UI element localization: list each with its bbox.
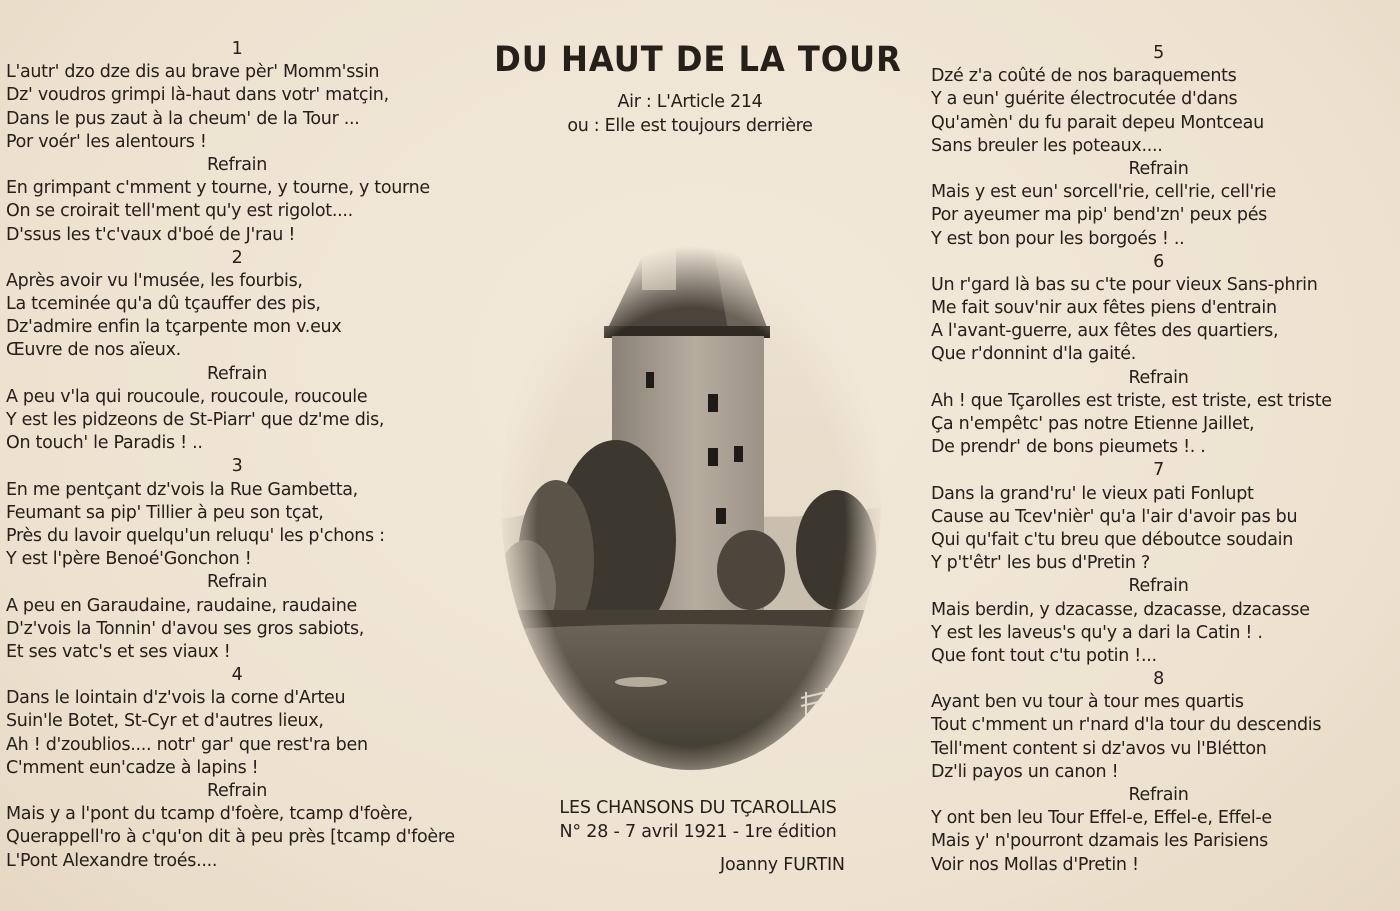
lyric-line: Y ont ben leu Tour Effel-e, Effel-e, Effel-e [931, 808, 1272, 829]
air-line-1: Air : L'Article 214 [617, 92, 763, 112]
verse-number: 1 [231, 39, 243, 59]
lyric-line: Mais y a l'pont du tcamp d'foère, tcamp d'foère, [6, 804, 413, 825]
lyric-line: Y p't'êtr' les bus d'Pretin ? [931, 553, 1150, 574]
lyric-line: Dz'li payos un canon ! [931, 761, 1119, 782]
verse-number: 5 [1153, 43, 1164, 63]
lyric-line: Y a eun' guérite électrocutée d'dans [931, 89, 1238, 110]
lyric-line: A l'avant-guerre, aux fêtes des quartiers, [931, 321, 1279, 342]
air-info [470, 90, 910, 138]
lyric-line: Por ayeumer ma pip' bend'zn' peux pés [931, 205, 1268, 226]
lyric-line: Dans le lointain d'z'vois la corne d'Arteu [6, 688, 346, 709]
footer-info [470, 796, 926, 844]
lyric-line: Sans breuler les poteaux.... [931, 135, 1163, 156]
lyric-line: Ayant ben vu tour à tour mes quartis [931, 692, 1244, 713]
lyric-line: Près du lavoir quelqu'un reluqu' les p'chons : [6, 525, 385, 546]
lyric-line: Et ses vatc's et ses viaux ! [6, 641, 231, 662]
left-lyrics-column [6, 38, 476, 873]
lyric-line: Dans la grand'ru' le vieux pati Fonlupt [931, 483, 1254, 504]
lyric-line: Ça n'empêtc' pas notre Etienne Jaillet, [931, 414, 1255, 434]
lyric-line: A peu en Garaudaine, raudaine, raudaine [6, 595, 358, 616]
lyric-line: L'Pont Alexandre troés.... [6, 850, 218, 871]
lyric-line: D'ssus les t'c'vaux d'boé de J'rau ! [6, 224, 296, 245]
refrain-heading: Refrain [206, 363, 268, 384]
lyric-line: En me pentçant dz'vois la Rue Gambetta, [6, 479, 358, 500]
refrain-heading: Refrain [1128, 158, 1189, 179]
lyric-line: La tceminée qu'a dû tçauffer des pis, [6, 294, 321, 315]
lyric-line: D'z'vois la Tonnin' d'avou ses gros sabiots, [6, 618, 365, 639]
lyric-line: Y est bon pour les borgoés ! .. [931, 228, 1185, 249]
lyric-line: Que font tout c'tu potin !... [931, 645, 1157, 666]
refrain-heading: Refrain [206, 154, 268, 175]
lyric-line: Ah ! que Tçarolles est triste, est triste, est triste [931, 390, 1332, 411]
lyric-line: C'mment eun'cadze à lapins ! [6, 757, 259, 778]
author-name: Joanny FURTIN [720, 855, 845, 875]
lyric-line: Cause au Tcev'nièr' qu'a l'air d'avoir pas bu [931, 506, 1298, 527]
lyric-line: Voir nos Mollas d'Pretin ! [931, 854, 1139, 875]
lyric-line: Qu'amèn' du fu parait depeu Montceau [931, 112, 1264, 133]
lyric-line: Feumant sa pip' Tillier à peu son tçat, [6, 502, 324, 523]
lyric-line: Por voér' les alentours ! [6, 131, 207, 152]
lyric-line: A peu v'la qui roucoule, roucoule, roucoule [6, 386, 368, 407]
tower-photograph [496, 140, 886, 770]
lyric-line: On touch' le Paradis ! .. [6, 433, 203, 454]
lyric-line: Après avoir vu l'musée, les fourbis, [6, 270, 303, 291]
lyric-line: Dz' voudros grimpi là-haut dans votr' matçin, [6, 85, 389, 106]
lyric-line: Un r'gard là bas su c'te pour vieux Sans-phrin [931, 274, 1318, 295]
lyric-line: Y est les laveus's qu'y a dari la Catin ! . [931, 622, 1263, 643]
verse-number: 6 [1153, 251, 1164, 272]
lyric-line: Mais berdin, y dzacasse, dzacasse, dzacasse [931, 599, 1310, 620]
refrain-heading: Refrain [206, 781, 268, 801]
lyric-line: Qui qu'fait c'tu breu que déboutce soudain [931, 529, 1293, 550]
verse-number: 2 [231, 247, 243, 268]
lyric-line: Suin'le Botet, St-Cyr et d'autres lieux, [6, 711, 324, 732]
lyric-line: Me fait souv'nir aux fêtes piens d'entrain [931, 298, 1277, 319]
lyric-line: Tout c'mment un r'nard d'la tour du descendis [931, 715, 1322, 736]
lyric-line: De prendr' de bons pieumets !. . [931, 437, 1206, 458]
lyric-line: Œuvre de nos aïeux. [6, 340, 181, 361]
lyric-line: Querappell'ro à c'qu'on dit à peu près [tcamp d'foère [6, 827, 455, 848]
verse-number: 7 [1153, 460, 1164, 481]
lyric-line: En grimpant c'mment y tourne, y tourne, y tourne [6, 178, 430, 199]
verse-number: 4 [231, 665, 243, 686]
verse-number: 3 [231, 456, 243, 477]
lyric-line: On se croirait tell'ment qu'y est rigolot.... [6, 201, 353, 222]
song-title: DU HAUT DE LA TOUR [494, 40, 902, 80]
lyric-line: Tell'ment content si dz'avos vu l'Blétton [931, 738, 1267, 759]
lyric-line: Dans le pus zaut à la cheum' de la Tour ... [6, 108, 360, 129]
refrain-heading: Refrain [206, 572, 268, 593]
lyric-line: L'autr' dzo dze dis au brave pèr' Momm'ssin [6, 62, 380, 83]
refrain-heading: Refrain [1128, 367, 1189, 388]
edition-info: N° 28 - 7 avril 1921 - 1re édition [559, 822, 837, 842]
refrain-heading: Refrain [1128, 576, 1189, 597]
lyric-line: Mais y' n'pourront dzamais les Parisiens [931, 831, 1268, 852]
lyric-line: Y est l'père Benoé'Gonchon ! [6, 549, 252, 570]
air-line-2: ou : Elle est toujours derrière [567, 116, 813, 136]
lyric-line: Que r'donnint d'la gaité. [931, 344, 1137, 365]
lyric-line: Mais y est eun' sorcell'rie, cell'rie, cell'rie [931, 182, 1276, 203]
lyric-line: Dz'admire enfin la tçarpente mon v.eux [6, 317, 342, 338]
lyric-line: Y est les pidzeons de St-Piarr' que dz'me dis, [6, 410, 385, 430]
verse-number: 8 [1153, 669, 1164, 690]
series-name: LES CHANSONS DU TÇAROLLAIS [559, 798, 837, 818]
lyric-line: Ah ! d'zoublios.... notr' gar' que rest'ra ben [6, 734, 368, 755]
refrain-heading: Refrain [1128, 785, 1189, 805]
lyric-line: Dzé z'a coûté de nos baraquements [931, 66, 1237, 87]
right-lyrics-column [931, 42, 1396, 877]
